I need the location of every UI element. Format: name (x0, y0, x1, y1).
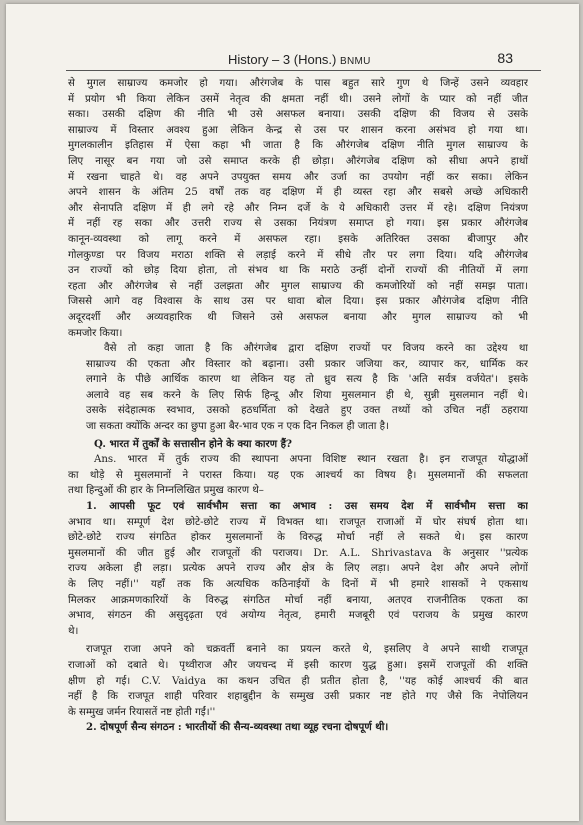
text-line: लिए नासूर बन गया जो उसे समाप्त करके ही छोड़ा। औरंगजेब दक्षिण को सीधा अपने हाथों (68, 155, 528, 167)
text-line: साम्राज्य में विस्तार अवश्य हुआ लेकिन केन्द्र से उस पर शासन करना असंभव हो गया था। (68, 124, 528, 136)
text-line: मुगलकालीन इतिहास में ऐसा कहा भी जाता है कि औरंगजेब दक्षिण नीति मुगल साम्राज्य के (68, 140, 528, 152)
question-heading (68, 437, 528, 453)
text-line: रहता और औरंगजेब से नहीं उलझता और मुगल साम्राज्य की कमजोरियों को नहीं समझ पाता। (68, 280, 528, 292)
text-line: साम्राज्य की एकता और विस्तार को बढ़ाना। उसी प्रकार जजिया कर, व्यापार कर, धार्मिक कर (86, 358, 528, 370)
header-subtitle: BNMU (340, 56, 371, 67)
text-line: अभाव, संगठन की असुदृढ़ता एवं अयोग्य नेतृत्व, हमारी मजबूरी एवं पराजय के प्रमुख कारण (68, 610, 528, 622)
page-body (68, 76, 528, 736)
text-line: अपने शासन के अंतिम 25 वर्षों तक वह दक्षिण में ही व्यस्त रहा और सबसे अच्छे अधिकारी (68, 187, 528, 199)
text-line: मिलकर आक्रमणकारियों के विरुद्ध संगठित मोर्चा नहीं बनाया, अतएव राजनीतिक एकता का (68, 594, 528, 606)
text-line: जिससे आगे वह विश्वास के साथ उस पर धावा बोल दिया। इस प्रकार औरंगजेब दक्षिण नीति (68, 296, 528, 308)
text-line: कमजोर किया। (68, 327, 123, 339)
text-line: कानून-व्यवस्था को लागू करने में असफल रहा। इसके अतिरिक्त उसका बीजापुर और (68, 233, 528, 245)
text-line: अभाव था। सम्पूर्ण देश छोटे-छोटे राज्य में विभक्त था। राजपूत राजाओं में घोर संघर्ष होता था। (68, 516, 528, 528)
text-line: के लिए नहीं।'' यहाँ तक कि अत्यधिक कठिनाईयों के दिनों में भी हमारे शासकों ने एकसाथ (68, 579, 528, 590)
text-line: तथा हिन्दुओं की हार के निम्नलिखित प्रमुख कारण थे– (68, 485, 264, 497)
text-line: 1. आपसी फूट एवं सार्वभौम सत्ता का अभाव : उस समय देश में सार्वभौम सत्ता का (86, 500, 528, 513)
text-line: छोटे-छोटे राज्य संगठित होकर मुसलमानों के विरुद्ध मोर्चा नहीं ले सकते थे। इस कारण (68, 532, 528, 544)
page-header (6, 52, 579, 70)
answer-paragraph (68, 452, 528, 499)
text-line: में नहीं रह सका और उत्तरी राज्य से उसका नियंत्रण समाप्त हो गया। इस प्रकार औरंगजेब (68, 218, 528, 230)
text-line: नहीं है कि राजपूत शाही परिवार शहाबुद्दीन के सम्मुख उसी प्रकार नष्ट होते गए जैसे कि नेपोलियन (68, 691, 528, 703)
text-line: राज्य अकेला ही लड़ा। प्रत्येक अपने राज्य और क्षेत्र के लिए लड़ा। अपने देश और अपने लोगों (68, 563, 528, 575)
text-line: में प्रयोग भी किया लेकिन उसमें नेतृत्व की क्षमता नहीं थी। उसने लोगों के प्यार को नहीं जीत (68, 93, 528, 105)
paragraph-1 (68, 76, 528, 341)
text-line: 2. दोषपूर्ण सैन्य संगठन : भारतीयों की सैन्य-व्यवस्था तथा व्यूह रचना दोषपूर्ण थी। (86, 721, 389, 734)
page-number: 83 (497, 50, 513, 66)
text-line: गोलकुण्डा पर विजय मराठा शक्ति से लड़ाई करने में सीधे तौर पर लगा दिया। यदि औरंगजेब (68, 249, 528, 261)
point-1 (68, 499, 528, 639)
text-line: उसके संदेहात्मक स्वभाव, उसको हठधर्मिता को देखते हुए उक्त तथ्यों को उचित नहीं ठहराया (86, 405, 528, 417)
paragraph-rajput (68, 642, 528, 720)
text-line: मुसलमानों की जीत हुई और राजपूतों की पराजय। Dr. A.L. Shrivastava के अनुसार ''प्रत्येक (68, 547, 528, 559)
running-title (228, 52, 371, 67)
text-line: राजपूत राजा अपने को चक्रवर्ती बनाने का प्रयत्न करते थे, इसलिए वे अपने साथी राजपूत (86, 644, 528, 656)
text-line: सका। उसकी दक्षिण की नीति भी उसे असफल बनाया। उसकी दक्षिण की विजय से उसके (68, 109, 528, 121)
header-title: History – 3 (Hons.) (228, 52, 337, 67)
header-rule (66, 70, 541, 71)
text-line: में रखना चाहते थे। वह अपने उपयुक्त समय और उर्जा का उपयोग नहीं कर सका। लेकिन (68, 171, 528, 183)
text-line: थे। (68, 625, 79, 637)
text-line: के सम्मुख जर्मन रियासतें नष्ट होती गईं।'' (68, 706, 216, 718)
text-line: क्षीण हो गई। C.V. Vaidya का कथन उचित ही प्रतीत होता है, ''यह कोई आश्चर्य की बात (68, 675, 528, 687)
text-line: अदूरदर्शी और अव्यवहारिक थी जिसने उसे असफल बनाया और मुगल साम्राज्य को भी (68, 311, 528, 323)
text-line: का थोड़े से मुसलमानों ने परास्त किया। यह एक आश्चर्य का विषय है। मुसलमानों की सफलता (68, 469, 528, 481)
text-line: Q. भारत में तुर्कों के सत्तासीन होने के क्या कारण हैं? (94, 437, 292, 450)
point-2 (68, 720, 528, 736)
text-line: से मुगल साम्राज्य कमजोर हो गया। औरंगजेब के पास बहुत सारे गुण थे जिन्हें उसने व्यवहार (68, 78, 528, 89)
text-line: राजाओं को दबाते थे। पृथ्वीराज और जयचन्द में इसी कारण युद्ध हुआ। इसमें राजपूतों की शक्ति (68, 659, 528, 671)
text-line: अलावे वह सब करने के लिए सिर्फ हिन्दू और शिया मुसलमान ही थे, सुन्नी मुसलमान नहीं थे। (86, 389, 528, 401)
text-line: उन राज्यों को छोड़ दिया होता, तो संभव था कि मराठे उन्हीं दोनों राज्यों की नीतियों में लगा (68, 265, 528, 277)
text-line: Ans. भारत में तुर्क राज्य की स्थापना अपना विशिष्ट स्थान रखता है। इन राजपूत योद्धाओं (94, 454, 528, 466)
paragraph-2 (68, 341, 528, 435)
text-line: और सेनापति दक्षिण में ही लगे रहे और निम्न दर्जे के ये अधिकारी उत्तर में रहे। दक्षिण नियंत्रण (68, 202, 528, 214)
text-line: लगाने के पीछे आर्थिक कारण था लेकिन यह तो ध्रुव सत्य है कि 'अति सर्वत्र वर्जयेत'। इसके (86, 374, 528, 386)
book-page (6, 4, 579, 821)
text-line: जा सकता क्योंकि अन्दर का छुपा हुआ बैर-भाव एक न एक दिन निकल ही जाता है। (86, 421, 389, 433)
text-line: वैसे तो कहा जाता है कि औरंगजेब द्वारा दक्षिण राज्यों पर विजय करने का उद्देश्य था (104, 343, 528, 355)
